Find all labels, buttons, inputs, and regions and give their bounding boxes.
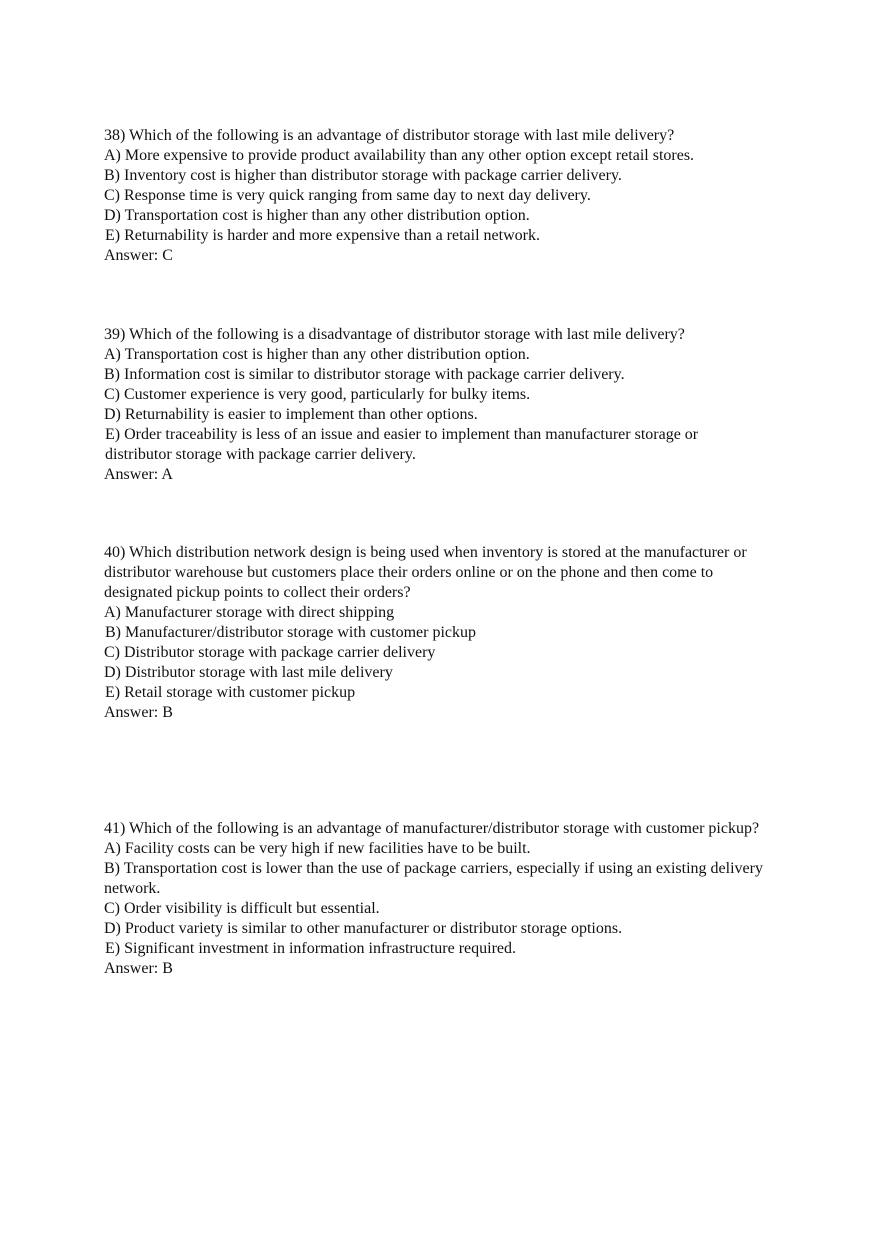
option-c: C) Order visibility is difficult but essential. [104, 900, 380, 917]
answer: Answer: A [104, 466, 173, 483]
option-b: B) Information cost is similar to distributor storage with package carrier delivery. [104, 366, 625, 383]
option-d: D) Transportation cost is higher than any other distribution option. [104, 207, 530, 224]
question-stem: 41) Which of the following is an advantage of manufacturer/distributor storage with customer pickup? [104, 820, 760, 837]
option-c: C) Response time is very quick ranging from same day to next day delivery. [104, 187, 591, 204]
option-b: B) Transportation cost is lower than the use of package carriers, especially if using an existing delivery network. [104, 860, 763, 897]
option-d: D) Returnability is easier to implement than other options. [104, 406, 478, 423]
question-stem: 39) Which of the following is a disadvantage of distributor storage with last mile delivery? [104, 326, 685, 343]
option-e: E) Returnability is harder and more expensive than a retail network. [105, 227, 540, 244]
question-39 [104, 325, 764, 485]
option-c: C) Distributor storage with package carrier delivery [104, 644, 436, 661]
question-stem: 40) Which distribution network design is being used when inventory is stored at the manufacturer or distributor warehouse but customers place their orders online or on the phone and then come to designated pickup points to collect their orders? [104, 544, 747, 601]
option-a: A) Facility costs can be very high if new facilities have to be built. [104, 840, 531, 857]
option-b: B) Inventory cost is higher than distributor storage with package carrier delivery. [104, 167, 622, 184]
question-41 [104, 819, 764, 979]
answer: Answer: B [104, 960, 173, 977]
question-38 [104, 126, 764, 266]
option-e: E) Order traceability is less of an issue and easier to implement than manufacturer storage or distributor storage with package carrier delivery. [105, 426, 699, 463]
option-c: C) Customer experience is very good, particularly for bulky items. [104, 386, 531, 403]
option-a: A) Manufacturer storage with direct shipping [104, 604, 395, 621]
option-a: A) Transportation cost is higher than any other distribution option. [104, 346, 530, 363]
option-e: E) Significant investment in information infrastructure required. [105, 940, 516, 957]
option-e: E) Retail storage with customer pickup [105, 684, 356, 701]
option-d: D) Distributor storage with last mile delivery [104, 664, 393, 681]
answer: Answer: B [104, 704, 173, 721]
option-a: A) More expensive to provide product availability than any other option except retail stores. [104, 147, 695, 164]
question-stem: 38) Which of the following is an advantage of distributor storage with last mile delivery? [104, 127, 675, 144]
option-b: B) Manufacturer/distributor storage with customer pickup [105, 624, 477, 641]
option-d: D) Product variety is similar to other manufacturer or distributor storage options. [104, 920, 623, 937]
question-40 [104, 543, 764, 723]
answer: Answer: C [104, 247, 173, 264]
